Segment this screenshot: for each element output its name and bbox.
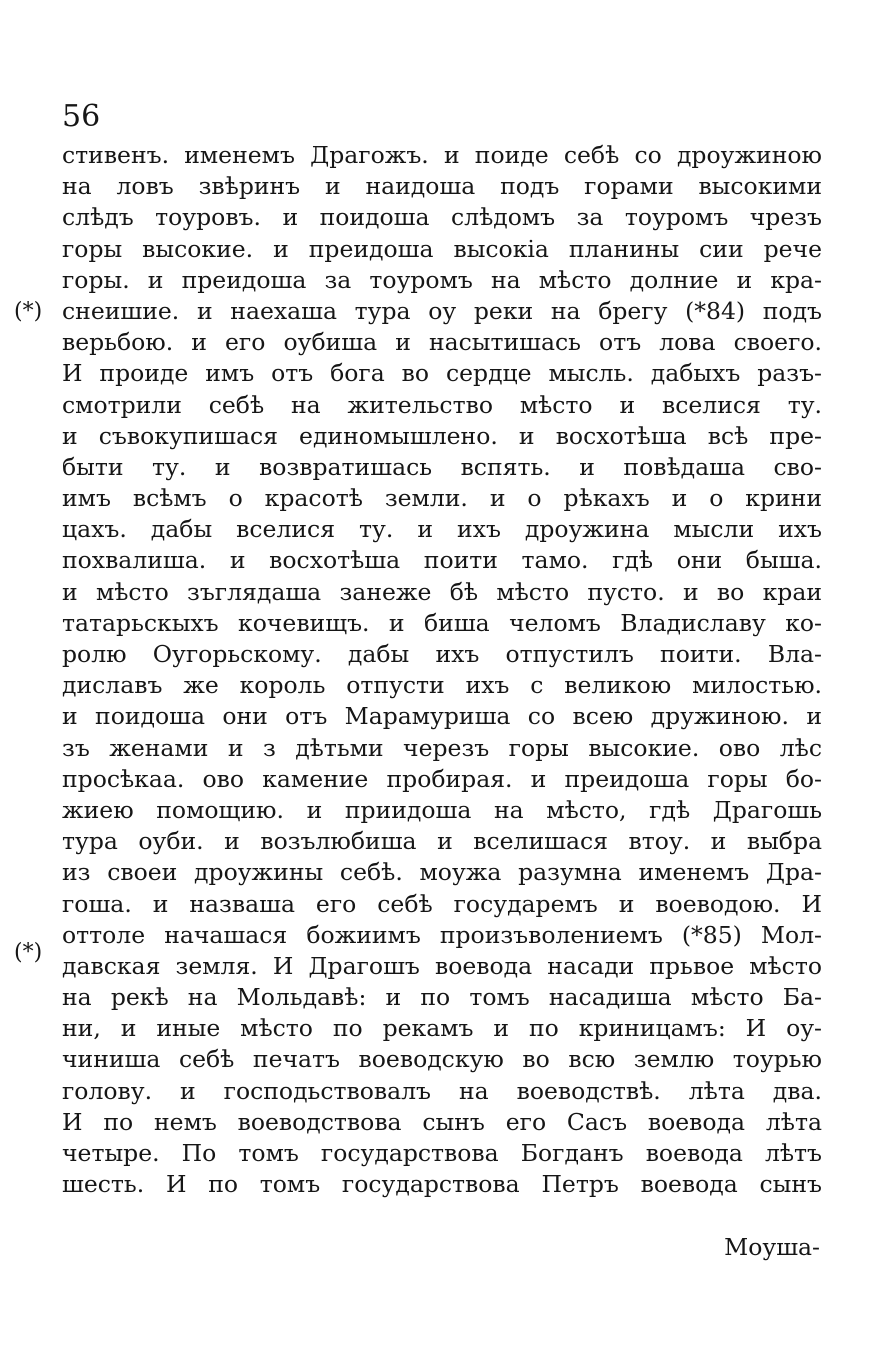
text-line: горы. и преидоша за тоуромъ на мѣсто долние и кра- — [62, 265, 822, 294]
text-line: И проиде имъ отъ бога во сердце мысль. дабыхъ разъ- — [62, 359, 822, 388]
text-block — [62, 140, 822, 1200]
text-line: давская земля. И Драгошъ воевода насади прьвое мѣсто — [62, 951, 822, 980]
text-line: И по немъ воеводствова сынъ его Сасъ воевода лѣта — [62, 1107, 822, 1136]
text-line: стивенъ. именемъ Драгожъ. и поиде себѣ со дроужиною — [62, 141, 822, 169]
text-line: голову. и господьствовалъ на воеводствѣ. лѣта два. — [62, 1076, 822, 1105]
catchword: Моуша- — [724, 1233, 820, 1261]
text-line: оттоле начашася божиимъ произъволениемъ (*85) Мол- — [62, 920, 822, 949]
text-line: слѣдъ тоуровъ. и поидоша слѣдомъ за тоуромъ чрезъ — [62, 203, 822, 232]
text-line: смотрили себѣ на жительство мѣсто и вселися ту. — [62, 390, 822, 419]
text-line: на ловъ звѣринъ и наидоша подъ горами высокими — [62, 172, 822, 201]
text-line: и поидоша они отъ Марамуриша со всею дружиною. и — [62, 702, 822, 731]
text-line: просѣкаа. ово камение пробирая. и преидоша горы бо- — [62, 764, 822, 793]
text-line: четыре. По томъ государствова Богданъ воевода лѣтъ — [62, 1139, 822, 1167]
text-line: жиею помощию. и приидоша на мѣсто, гдѣ Драгошь — [62, 795, 822, 824]
text-line: цахъ. дабы вселися ту. и ихъ дроужина мысли ихъ — [62, 515, 822, 544]
text-line: горы высокие. и преидоша высокia планины сии рече — [62, 234, 822, 263]
text-line: верьбою. и его оубиша и насытишась отъ лова своего. — [62, 328, 822, 357]
text-line: чиниша себѣ печатъ воеводскую во всю землю тоурью — [62, 1045, 822, 1074]
text-line: быти ту. и возвратишась вспять. и повѣдаша сво- — [62, 452, 822, 481]
margin-note-85: (*) — [14, 940, 43, 965]
text-line: и съвокупишася единомышлено. и восхотѣша всѣ пре- — [62, 421, 822, 450]
text-line: зъ женами и з дѣтьми черезъ горы высокие. ово лѣс — [62, 733, 822, 762]
text-line: диславъ же король отпусти ихъ с великою милостью. — [62, 671, 822, 700]
text-line: ролю Оугорьскому. дабы ихъ отпустилъ поити. Вла- — [62, 640, 822, 668]
text-line: и мѣсто зъглядаша занеже бѣ мѣсто пусто. и во краи — [62, 577, 822, 606]
margin-note-84: (*) — [14, 299, 43, 324]
text-line: снеишие. и наехаша тура оу реки на брегу (*84) подъ — [62, 296, 822, 325]
text-line: татарьскыхъ кочевищъ. и биша челомъ Владиславу ко- — [62, 608, 822, 637]
text-line: похвалиша. и восхотѣша поити тамо. гдѣ они быша. — [62, 546, 822, 575]
text-line: гоша. и назваша его себѣ государемъ и воеводою. И — [62, 889, 822, 918]
text-line: шесть. И по томъ государствова Петръ воевода сынъ — [62, 1170, 822, 1199]
text-line: из своеи дроужины себѣ. моужа разумна именемъ Дра- — [62, 858, 822, 887]
text-line: имъ всѣмъ о красотѣ земли. и о рѣкахъ и о крини — [62, 484, 822, 513]
text-line: на рекѣ на Мольдавѣ: и по томъ насадиша мѣсто Ба- — [62, 983, 822, 1012]
page-number: 56 — [62, 99, 101, 134]
text-line: тура оуби. и возълюбиша и вселишася втоу. и выбра — [62, 827, 822, 856]
text-line: ни, и иные мѣсто по рекамъ и по криницамъ: И оу- — [62, 1014, 822, 1043]
